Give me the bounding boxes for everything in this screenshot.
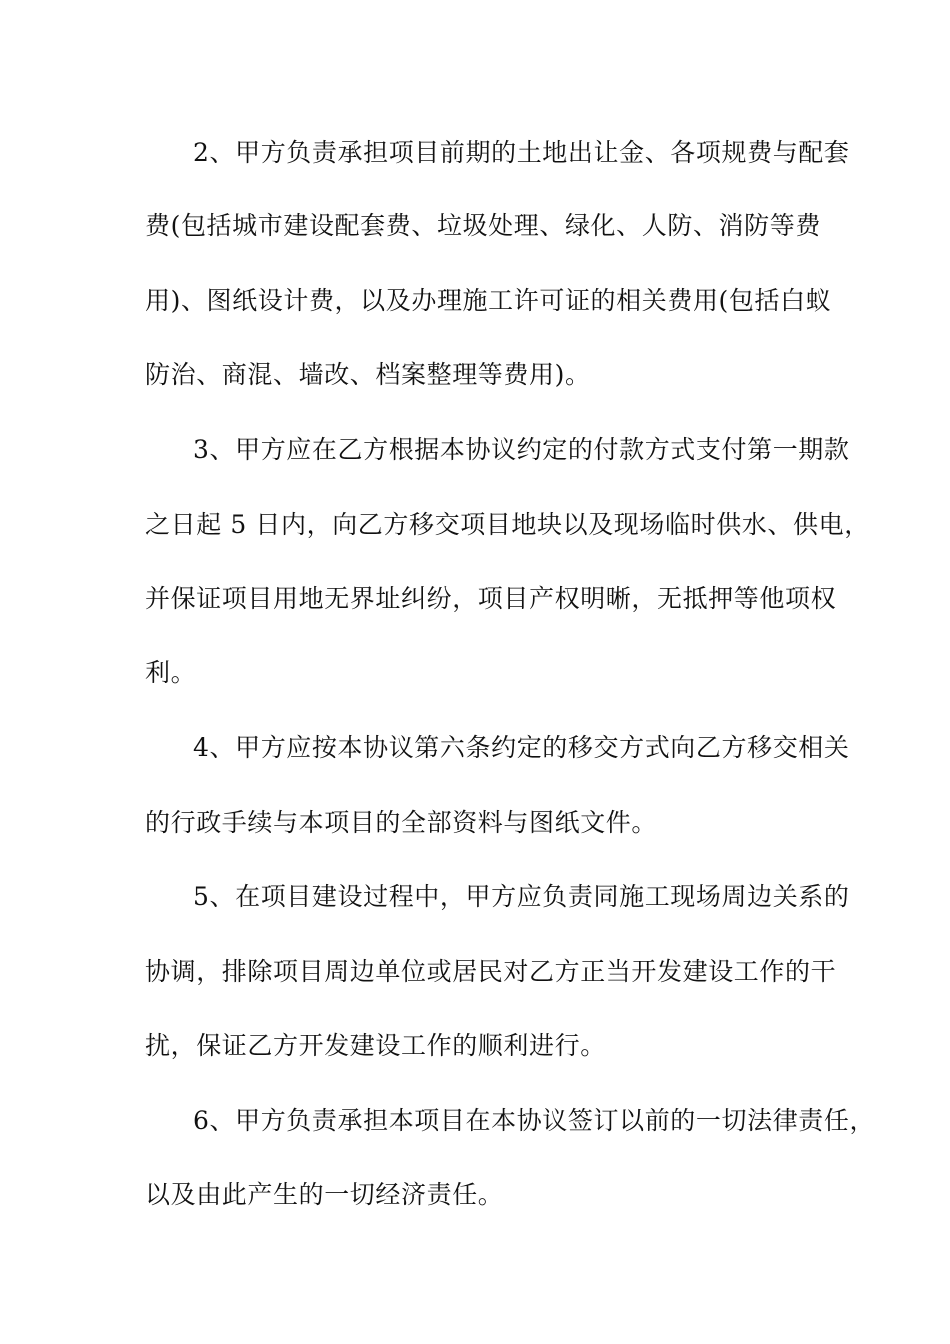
text-line: 6、甲方负责承担本项目在本协议签订以前的一切法律责任， <box>193 1106 876 1135</box>
text-line: 2、甲方负责承担项目前期的土地出让金、各项规费与配套 <box>193 138 850 167</box>
text-line: 用)、图纸设计费，以及办理施工许可证的相关费用(包括白蚁 <box>145 286 832 315</box>
text-line: 的行政手续与本项目的全部资料与图纸文件。 <box>145 808 658 837</box>
text-line: 以及由此产生的一切经济责任。 <box>145 1180 504 1209</box>
text-line: 费(包括城市建设配套费、垃圾处理、绿化、人防、消防等费 <box>145 211 821 240</box>
text-line: 之日起 5 日内，向乙方移交项目地块以及现场临时供水、供电， <box>145 510 870 539</box>
text-line: 5、在项目建设过程中，甲方应负责同施工现场周边关系的 <box>193 882 850 911</box>
text-line: 协调，排除项目周边单位或居民对乙方正当开发建设工作的干 <box>145 957 837 986</box>
text-line: 防治、商混、墙改、档案整理等费用)。 <box>145 360 591 389</box>
text-line: 扰，保证乙方开发建设工作的顺利进行。 <box>145 1031 606 1060</box>
text-line: 3、甲方应在乙方根据本协议约定的付款方式支付第一期款 <box>193 435 850 464</box>
text-line: 4、甲方应按本协议第六条约定的移交方式向乙方移交相关 <box>193 733 850 762</box>
text-line: 并保证项目用地无界址纠纷，项目产权明晰，无抵押等他项权 <box>145 584 837 613</box>
text-line: 利。 <box>145 658 197 687</box>
